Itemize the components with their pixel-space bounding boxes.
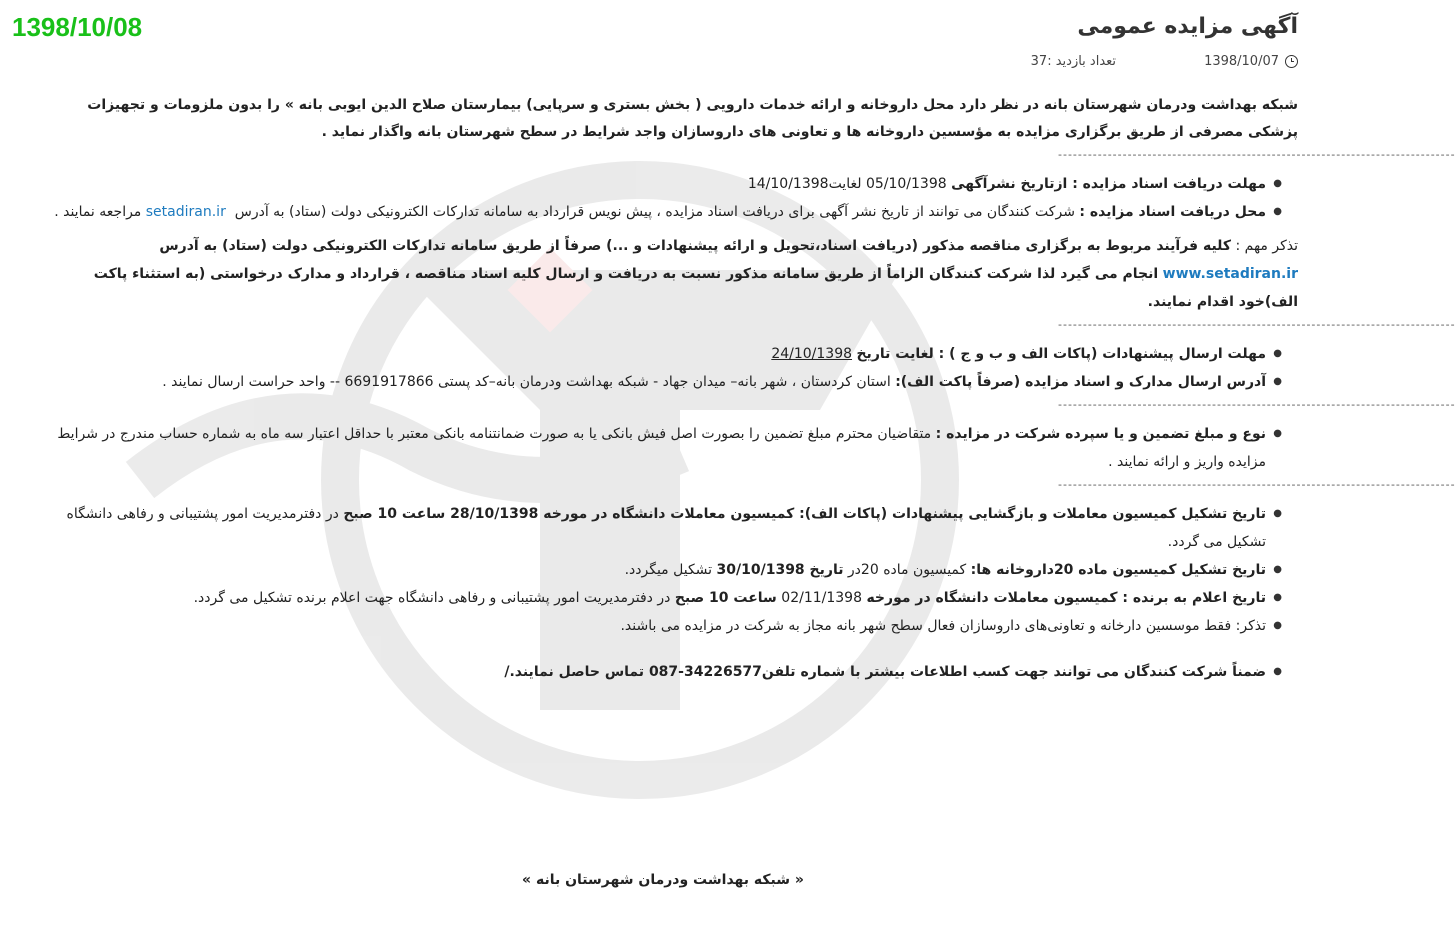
list-item bbox=[48, 584, 1280, 612]
meta-bar bbox=[1031, 54, 1298, 69]
separator: -------------------------------------------------------------------------------- bbox=[1058, 398, 1456, 411]
reminder-text: تذکر: فقط موسسین دارخانه و تعاونی‌های داروسازان فعال سطح شهر بانه مجاز به شرکت در مزایده می باشند. bbox=[620, 618, 1266, 634]
list-item bbox=[48, 340, 1280, 368]
documents-list bbox=[48, 170, 1298, 226]
list-item bbox=[48, 198, 1280, 226]
winner-text: در دفترمدیریت امور پشتیبانی و رفاهی دانشگاه جهت اعلام برنده تشکیل می گردد. bbox=[193, 590, 671, 606]
send-deadline-date: 24/10/1398 bbox=[771, 346, 853, 362]
list-item bbox=[48, 170, 1280, 198]
address-label: آدرس ارسال مدارک و اسناد مزایده (صرفاً پاکت الف): bbox=[895, 374, 1266, 390]
winner-label: تاریخ اعلام به برنده : کمیسیون معاملات دانشگاه در مورخه bbox=[866, 590, 1266, 606]
separator: -------------------------------------------------------------------------------- bbox=[1058, 148, 1456, 161]
art20-text-2: تشکیل میگردد. bbox=[624, 562, 713, 578]
art20-text: کمیسیون ماده 20در bbox=[847, 562, 967, 578]
place-label: محل دریافت اسناد مزایده : bbox=[1079, 204, 1266, 220]
guarantee-label: نوع و مبلغ تضمین و یا سپرده شرکت در مزایده : bbox=[935, 426, 1266, 442]
footer-signature: « شبکه بهداشت ودرمان شهرستان بانه » bbox=[522, 872, 804, 888]
notice-text-2: انجام می گیرد لذا شرکت کنندگان الزاماً از طریق سامانه مذکور نسبت به دریافت و ارسال کلیه اسناد مناقصه ، قرارداد و مدارک درخواستی (به استثناء پاکت الف)خود اقدام نمایند. bbox=[93, 266, 1298, 310]
announcement-body bbox=[48, 92, 1456, 686]
view-count: تعداد بازدید :37 bbox=[1030, 54, 1117, 69]
page-title: آگهی مزایده عمومی bbox=[1077, 14, 1298, 39]
notice-text: کلیه فرآیند مربوط به برگزاری مناقصه مذکور (دریافت اسناد،تحویل و ارائه پیشنهادات و ...) صرفاً از طریق سامانه تدارکات الکترونیکی دولت (ستاد) به آدرس bbox=[159, 238, 1232, 254]
list-item bbox=[48, 420, 1280, 476]
list-item bbox=[48, 368, 1280, 396]
commission-label: تاریخ تشکیل کمیسیون معاملات و بازگشایی پیشنهادات (پاکات الف): کمیسیون معاملات دانشگاه در مورخه 28/10/1398 ساعت 10 صبح bbox=[343, 506, 1266, 522]
place-end: مراجعه نمایند . bbox=[54, 204, 142, 220]
notice-prefix: تذکر مهم : bbox=[1235, 238, 1298, 254]
submission-list bbox=[48, 340, 1298, 396]
stamp-date: 1398/10/08 bbox=[12, 12, 143, 42]
place-text: شرکت کنندگان می توانند از تاریخ نشر آگهی برای دریافت اسناد مزایده ، پیش نویس قرارداد به سامانه تدارکات الکترونیکی دولت (ستاد) به آدرس bbox=[234, 204, 1075, 220]
list-item bbox=[48, 658, 1280, 686]
guarantee-text: متقاضیان محترم مبلغ تضمین را بصورت اصل فیش بانکی یا به صورت ضمانتنامه بانکی معتبر با حداقل اعتبار سه ماه به شماره حساب مندرج در شرایط مزایده واریز و ارائه نمایند . bbox=[57, 426, 1266, 470]
list-item bbox=[48, 500, 1280, 556]
important-notice bbox=[48, 232, 1298, 316]
list-item bbox=[48, 612, 1280, 640]
winner-time: ساعت 10 صبح bbox=[674, 590, 777, 606]
winner-date: 02/11/1398 bbox=[781, 590, 862, 606]
publish-date: 1398/10/07 bbox=[1204, 54, 1279, 69]
address-text: استان کردستان ، شهر بانه– میدان جهاد - شبکه بهداشت ودرمان بانه–کد پستی 6691917866 -- واحد حراست ارسال نمایند . bbox=[162, 374, 891, 390]
clock-icon bbox=[1285, 55, 1298, 68]
intro-paragraph: شبکه بهداشت ودرمان شهرستان بانه در نظر دارد محل داروخانه و ارائه خدمات دارویی ( بخش بستری و سرپایی) بیمارستان صلاح الدین ایوبی بانه » را بدون ملزومات و تجهیزات پزشکی مصرفی از طریق برگزاری مزایده به مؤسسین داروخانه ها و تعاونی های داروسازان واجد شرایط در سطح شهرستان بانه واگذار نماید . bbox=[87, 97, 1298, 140]
art20-label: تاریخ تشکیل کمیسیون ماده 20داروخانه ها: bbox=[970, 562, 1266, 578]
contact-list bbox=[48, 658, 1298, 686]
notice-link[interactable]: www.setadiran.ir bbox=[1162, 266, 1298, 282]
schedule-list bbox=[48, 500, 1298, 640]
deadline-value: 05/10/1398 لغایت14/10/1398 bbox=[747, 176, 947, 192]
art20-date: تاریخ 30/10/1398 bbox=[716, 562, 844, 578]
commission-text: در دفترمدیریت امور پشتیبانی و رفاهی دانشگاه تشکیل می گردد. bbox=[66, 506, 1266, 550]
contact-text: ضمناً شرکت کنندگان می توانند جهت کسب اطلاعات بیشتر با شماره تلفن34226577-087 تماس حاصل نمایند./ bbox=[504, 664, 1266, 680]
setadiran-link[interactable]: setadiran.ir bbox=[145, 204, 226, 220]
list-item bbox=[48, 556, 1280, 584]
deadline-label: مهلت دریافت اسناد مزایده : ازتاریخ نشرآگهی bbox=[951, 176, 1266, 192]
send-deadline-label: مهلت ارسال پیشنهادات (پاکات الف و ب و ج ) : لغایت تاریخ bbox=[856, 346, 1266, 362]
separator: -------------------------------------------------------------------------------- bbox=[1058, 478, 1456, 491]
guarantee-list bbox=[48, 420, 1298, 476]
separator: -------------------------------------------------------------------------------- bbox=[1058, 318, 1456, 331]
